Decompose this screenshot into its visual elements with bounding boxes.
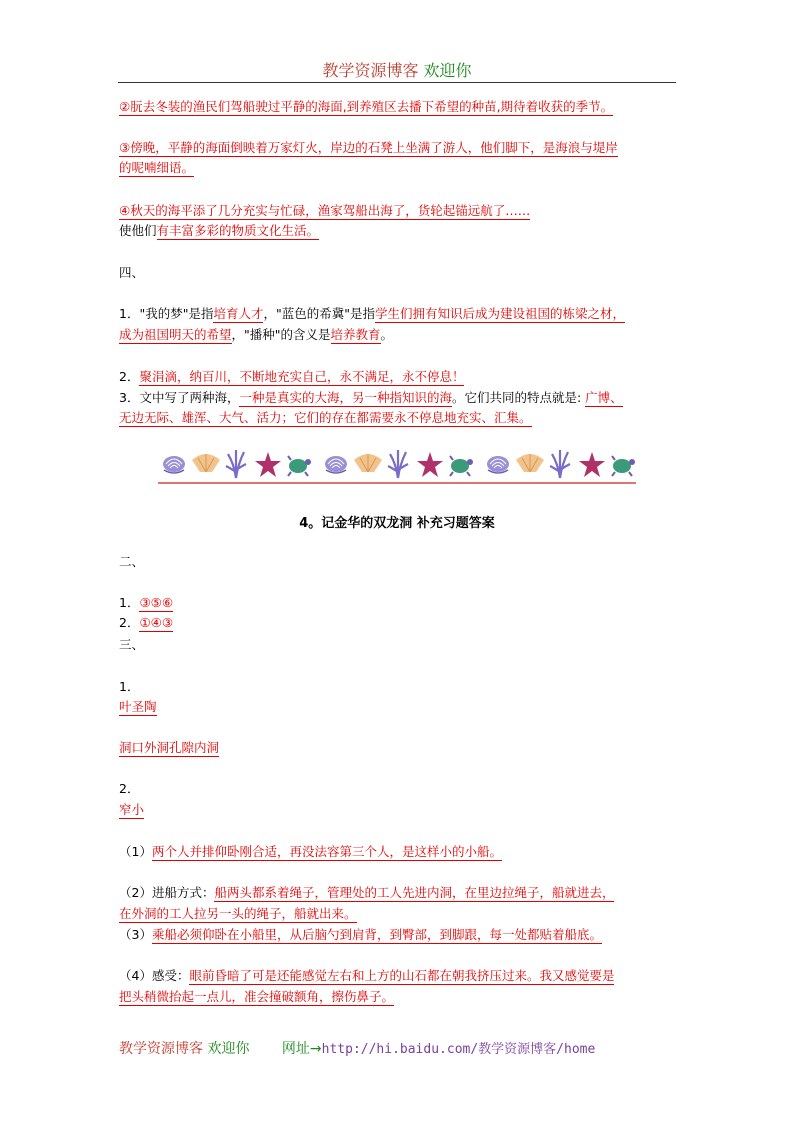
page-footer	[119, 1038, 595, 1058]
sub-answer-4a: （4）感受：眼前昏暗了可是还能感觉左右和上方的山石都在朝我挤压过来。我又感觉要是	[119, 968, 615, 983]
sub-answer-1: （1）两个人并排仰卧刚合适，再没法容第三个人，是这样小的小船。	[119, 844, 502, 859]
q2-line: 2．聚涓滴，纳百川，不断地充实自己，永不满足，永不停息！	[119, 369, 465, 384]
part-three-answer-author: 叶圣陶	[119, 699, 157, 714]
part-three-num-2: 2．	[119, 781, 140, 796]
q3-line-b: 无边无际、雄浑、大气、活力；它们的存在都需要永不停息地充实、汇集。	[119, 410, 532, 425]
part-three-answer-narrow: 窄小	[119, 802, 145, 817]
footer-blog-name: 教学资源博客	[119, 1041, 203, 1057]
part-two-answer-2: 2．①④③	[119, 615, 174, 630]
page-header	[0, 58, 794, 81]
answer-line-3a: ③傍晚，平静的海面倒映着万家灯火，岸边的石凳上坐满了游人，他们脚下，是海浪与堤岸	[119, 140, 618, 155]
sub-answer-2b: 在外洞的工人拉另一头的绳子，船就出来。	[119, 906, 357, 921]
sea-motif-group	[163, 450, 311, 478]
part-three-num-1: 1．	[119, 679, 140, 694]
sub-answer-2a: （2）进船方式：船两头都系着绳子，管理处的工人先进内洞，在里边拉绳子，船就进去，	[119, 885, 615, 900]
q1-line-a: 1．"我的梦"是指培育人才，"蓝色的希冀"是指学生们拥有知识后成为建设祖国的栋梁之材，	[119, 306, 625, 321]
header-divider	[118, 82, 676, 83]
part-three-answer-route: 洞口外洞孔隙内洞	[119, 740, 220, 755]
header-welcome: 欢迎你	[423, 61, 472, 80]
footer-url-label: 网址→	[281, 1041, 322, 1057]
sub-answer-4b: 把头稍微抬起一点儿，准会撞破额角，擦伤鼻子。	[119, 989, 395, 1004]
footer-url-link[interactable]: http://hi.baidu.com/教学资源博客/home	[321, 1042, 596, 1057]
answer-line-3b: 的呢喃细语。	[119, 160, 195, 175]
starfish-icon	[255, 452, 281, 477]
q1-line-b: 成为祖国明天的希望，"播种"的含义是培养教育。	[119, 327, 394, 342]
coral-icon	[226, 450, 246, 478]
turtle-icon	[288, 456, 311, 476]
header-title: 教学资源博客	[322, 61, 419, 80]
shell-icon	[163, 456, 185, 473]
answer-line-4b: 使他们有丰富多彩的物质文化生活。	[119, 223, 320, 238]
answer-line-2: ②朊去冬装的渔民们驾船驶过平静的海面,到养殖区去播下希望的种苗,期待着收获的季节。	[119, 99, 614, 114]
section-four-label: 四、	[119, 265, 145, 280]
part-two-label: 二、	[119, 554, 145, 569]
q3-line-a: 3．文中写了两种海，一种是真实的大海，另一种指知识的海。它们共同的特点就是: 广博、	[119, 390, 623, 405]
section-title: 4。记金华的双龙洞 补充习题答案	[299, 516, 495, 531]
part-three-label: 三、	[119, 637, 145, 652]
part-two-answer-1: 1．③⑤⑥	[119, 595, 174, 610]
scallop-icon	[192, 454, 220, 472]
answer-line-4a: ④秋天的海平添了几分充实与忙碌，渔家驾船出海了，货轮起锚远航了……	[119, 203, 531, 218]
decorative-sea-border	[158, 446, 636, 486]
footer-welcome: 欢迎你	[207, 1041, 250, 1057]
sub-answer-3: （3）乘船必须仰卧在小船里，从后脑勺到肩背，到臀部，到脚跟，每一处都贴着船底。	[119, 927, 602, 942]
